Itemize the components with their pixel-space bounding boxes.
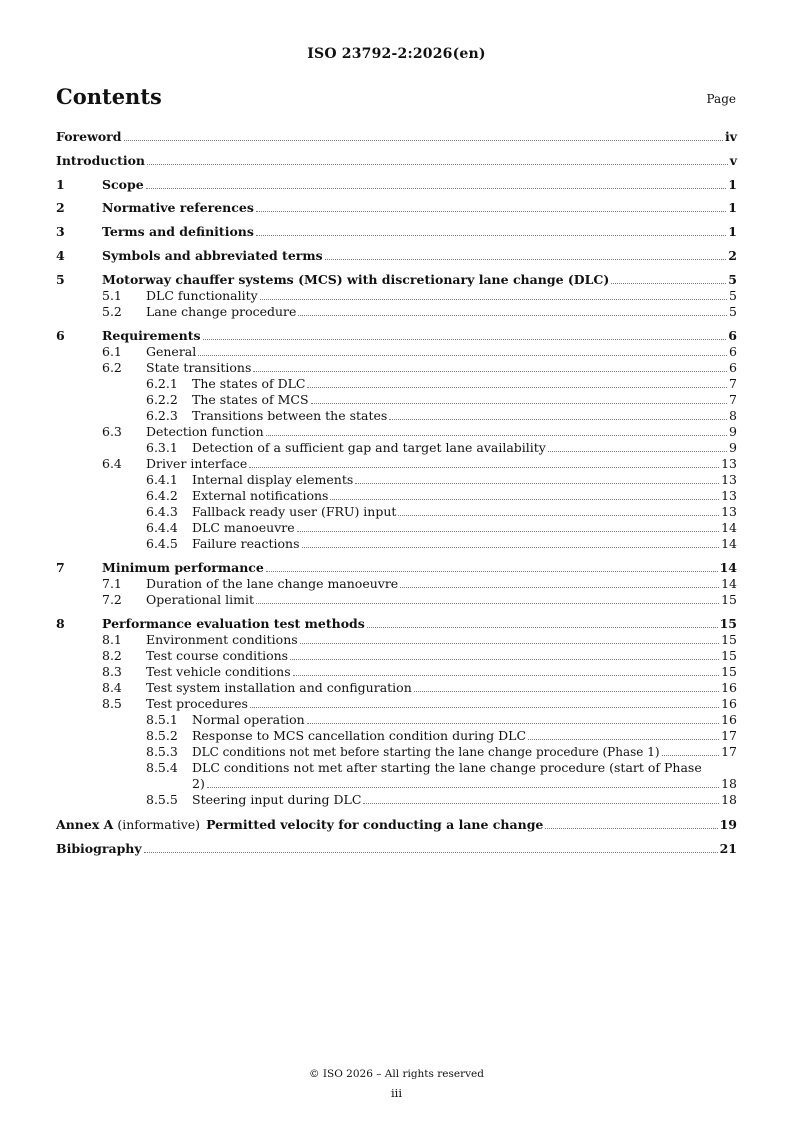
toc-entry-page: iv [724,129,737,144]
toc-entry-page: 9 [729,424,737,439]
toc-entry-8-5-2[interactable] [56,729,737,743]
dot-leader [293,675,719,676]
toc-entry-page: 13 [721,472,737,487]
toc-entry-7-2[interactable] [56,593,737,607]
dot-leader [256,603,719,604]
dot-leader [147,164,728,165]
toc-entry-number: 8.4 [102,680,122,695]
toc-entry-6-2-1[interactable] [56,377,737,391]
dot-leader [389,419,727,420]
copyright-notice: © ISO 2026 – All rights reserved [309,1068,484,1080]
toc-entry-6-2-3[interactable] [56,409,737,423]
dot-leader [297,531,719,532]
dot-leader [298,315,727,316]
toc-entry-title: Foreword [56,129,122,144]
toc-entry-title: Duration of the lane change manoeuvre [146,576,399,591]
document-id: ISO 23792-2:2026(en) [307,46,486,62]
dot-leader [528,739,719,740]
toc-entry-page: 6 [729,344,737,359]
toc-entry-number: 4 [56,248,65,263]
toc-entry-number: 3 [56,224,65,239]
toc-entry-8-5[interactable] [56,697,737,711]
toc-entry-8-5-4-line2[interactable] [56,777,737,791]
toc-entry-number: 8.3 [102,664,122,679]
toc-entry-title: Transitions between the states [192,408,388,423]
dot-leader [260,299,727,300]
toc-entry-number: 6.4.4 [146,520,178,535]
toc-entry-6-4-2[interactable] [56,489,737,503]
toc-entry-number: 5.2 [102,304,122,319]
toc-entry-8-1[interactable] [56,633,737,647]
toc-entry-8-4[interactable] [56,681,737,695]
toc-entry-title: Motorway chauffer systems (MCS) with discretionary lane change (DLC) [102,272,610,287]
toc-entry-number: 7.2 [102,592,122,607]
toc-entry-page: 7 [729,376,737,391]
toc-entry-page: 17 [721,744,737,759]
dot-leader [124,140,723,141]
toc-entry-page: 15 [721,632,737,647]
toc-entry-page: 18 [721,792,737,807]
toc-entry-title: Terms and definitions [102,224,254,239]
toc-entry-section-2[interactable] [56,201,737,215]
toc-entry-number: 6.4 [102,456,122,471]
toc-entry-number: 6.4.2 [146,488,178,503]
toc-entry-title: Symbols and abbreviated terms [102,248,323,263]
dot-leader [363,803,719,804]
annex-type: (informative) [117,817,201,832]
toc-entry-page: 21 [719,841,737,856]
toc-entry-5-2[interactable] [56,305,737,319]
toc-entry-number: 8.5 [102,696,122,711]
dot-leader [249,467,719,468]
toc-entry-section-7[interactable] [56,561,737,575]
toc-entry-6-4-4[interactable] [56,521,737,535]
dot-leader [266,435,727,436]
toc-entry-page: 14 [721,536,737,551]
toc-entry-page: 18 [721,776,737,791]
dot-leader [307,723,719,724]
toc-entry-title: Bibiography [56,841,142,856]
page-column-label: Page [706,92,736,106]
dot-leader [256,211,726,212]
toc-entry-6-4-5[interactable] [56,537,737,551]
toc-entry-number: 6.3.1 [146,440,178,455]
dot-leader [266,571,718,572]
toc-entry-title: External notifications [192,488,329,503]
toc-entry-number: 8.5.1 [146,712,178,727]
toc-entry-title: DLC manoeuvre [192,520,295,535]
toc-entry-number: 5 [56,272,65,287]
toc-entry-page: 5 [729,304,737,319]
dot-leader [311,403,728,404]
dot-leader [198,355,727,356]
toc-entry-page: 14 [721,576,737,591]
annex-label: Annex A [56,817,114,832]
toc-entry-title: Test procedures [146,696,248,711]
toc-entry-number: 8.5.4 [146,760,178,775]
toc-entry-title: Test system installation and configuration [146,680,412,695]
toc-entry-number: 7 [56,560,65,575]
toc-entry-number: 2 [56,200,65,215]
toc-entry-8-2[interactable] [56,649,737,663]
toc-entry-number: 6 [56,328,65,343]
toc-entry-6-2[interactable] [56,361,737,375]
toc-entry-page: 15 [719,616,737,631]
toc-entry-page: 1 [728,177,737,192]
toc-entry-title: State transitions [146,360,252,375]
annex-title: Permitted velocity for conducting a lane change [206,817,544,832]
toc-entry-page: 15 [721,592,737,607]
toc-entry-page: 13 [721,504,737,519]
toc-entry-section-4[interactable] [56,249,737,263]
toc-entry-page: 14 [721,520,737,535]
toc-entry-6-1[interactable] [56,345,737,359]
dot-leader [203,339,727,340]
toc-entry-page: 1 [728,200,737,215]
toc-entry-number: 6.4.3 [146,504,178,519]
dot-leader [300,643,719,644]
toc-entry-number: 6.3 [102,424,122,439]
toc-entry-page: v [729,153,737,168]
toc-entry-number: 8.1 [102,632,122,647]
toc-entry-title: Test vehicle conditions [146,664,291,679]
dot-leader [302,547,720,548]
toc-entry-number: 7.1 [102,576,122,591]
toc-entry-page: 16 [721,696,737,711]
toc-entry-8-3[interactable] [56,665,737,679]
toc-entry-6-2-2[interactable] [56,393,737,407]
toc-entry-section-5[interactable] [56,273,737,287]
dot-leader [253,371,727,372]
dot-leader [307,387,727,388]
dot-leader [611,283,726,284]
toc-entry-number: 8 [56,616,65,631]
toc-entry-8-5-1[interactable] [56,713,737,727]
dot-leader [355,483,719,484]
toc-entry-number: 1 [56,177,65,192]
dot-leader [256,235,726,236]
dot-leader [548,451,727,452]
toc-entry-7-1[interactable] [56,577,737,591]
toc-entry-page: 14 [719,560,737,575]
toc-entry-6-4-3[interactable] [56,505,737,519]
toc-entry-number: 6.4.1 [146,472,178,487]
toc-entry-title: Minimum performance [102,560,264,575]
dot-leader [414,691,719,692]
toc-entry-page: 2 [728,248,737,263]
dot-leader [250,707,719,708]
dot-leader [367,627,718,628]
toc-entry-title: DLC functionality [146,288,258,303]
toc-entry-title: Normal operation [192,712,305,727]
toc-entry-page: 16 [721,680,737,695]
toc-entry-foreword[interactable] [56,130,737,144]
toc-entry-page: 5 [729,288,737,303]
toc-entry-section-8[interactable] [56,617,737,631]
toc-entry-bibliography[interactable] [56,842,737,856]
toc-entry-number: 8.2 [102,648,122,663]
toc-entry-title: Scope [102,177,144,192]
toc-entry-page: 7 [729,392,737,407]
toc-entry-page: 16 [721,712,737,727]
toc-entry-title: Environment conditions [146,632,298,647]
toc-entry-title: Detection function [146,424,264,439]
page-title: Contents [56,84,162,109]
toc-entry-8-5-3[interactable] [56,745,737,759]
toc-entry-introduction[interactable] [56,154,737,168]
toc-entry-title: Driver interface [146,456,248,471]
toc-entry-title-continued: 2) [192,776,205,791]
toc-entry-title: Introduction [56,153,146,168]
dot-leader [207,787,719,788]
toc-entry-title: Performance evaluation test methods [102,616,365,631]
toc-entry-6-3-1[interactable] [56,441,737,455]
toc-entry-number: 6.1 [102,344,122,359]
dot-leader [398,515,719,516]
toc-entry-6-4-1[interactable] [56,473,737,487]
toc-entry-title: Detection of a sufficient gap and target lane availability [192,440,546,455]
toc-entry-8-5-5[interactable] [56,793,737,807]
dot-leader [400,587,719,588]
toc-entry-title: The states of MCS [192,392,309,407]
toc-entry-page: 6 [728,328,737,343]
toc-entry-number: 8.5.5 [146,792,178,807]
toc-entry-number: 5.1 [102,288,122,303]
toc-entry-number: 6.4.5 [146,536,178,551]
toc-entry-page: 15 [721,648,737,663]
toc-entry-title: Steering input during DLC [192,792,362,807]
toc-entry-page: 19 [719,817,737,832]
toc-entry-section-1[interactable] [56,178,737,192]
toc-entry-page: 5 [728,272,737,287]
toc-entry-page: 6 [729,360,737,375]
toc-entry-section-3[interactable] [56,225,737,239]
dot-leader [144,852,718,853]
toc-entry-page: 1 [728,224,737,239]
toc-entry-page: 9 [729,440,737,455]
toc-entry-number: 6.2 [102,360,122,375]
dot-leader [146,188,727,189]
toc-entry-annex-a[interactable] [56,818,737,832]
dot-leader [290,659,719,660]
toc-entry-title: Failure reactions [192,536,300,551]
toc-entry-title: Lane change procedure [146,304,297,319]
dot-leader [330,499,719,500]
toc-entry-title: DLC conditions not met before starting the lane change procedure (Phase 1) [192,745,660,759]
toc-entry-title: Requirements [102,328,201,343]
toc-entry-page: 8 [729,408,737,423]
toc-entry-number: 6.2.1 [146,376,178,391]
dot-leader [545,828,717,829]
toc-entry-6-3[interactable] [56,425,737,439]
toc-entry-8-5-4-line1[interactable] [56,761,737,775]
toc-entry-number: 8.5.3 [146,744,178,759]
toc-entry-page: 17 [721,728,737,743]
toc-entry-section-6[interactable] [56,329,737,343]
dot-leader [662,755,720,756]
dot-leader [325,259,727,260]
toc-entry-number: 6.2.2 [146,392,178,407]
toc-entry-number: 6.2.3 [146,408,178,423]
toc-entry-title: Test course conditions [146,648,289,663]
toc-entry-page: 15 [721,664,737,679]
toc-entry-title: Internal display elements [192,472,354,487]
toc-entry-number: 8.5.2 [146,728,178,743]
toc-entry-title: Operational limit [146,592,254,607]
toc-entry-title: The states of DLC [192,376,306,391]
toc-entry-5-1[interactable] [56,289,737,303]
toc-entry-title: Fallback ready user (FRU) input [192,504,397,519]
page-number: iii [390,1086,403,1100]
toc-entry-page: 13 [721,456,737,471]
toc-entry-title: General [146,344,197,359]
toc-entry-page: 13 [721,488,737,503]
toc-entry-title: Normative references [102,200,254,215]
toc-entry-title: Response to MCS cancellation condition during DLC [192,728,527,743]
toc-entry-6-4[interactable] [56,457,737,471]
toc-entry-title: DLC conditions not met after starting the lane change procedure (start of Phase [192,760,702,775]
